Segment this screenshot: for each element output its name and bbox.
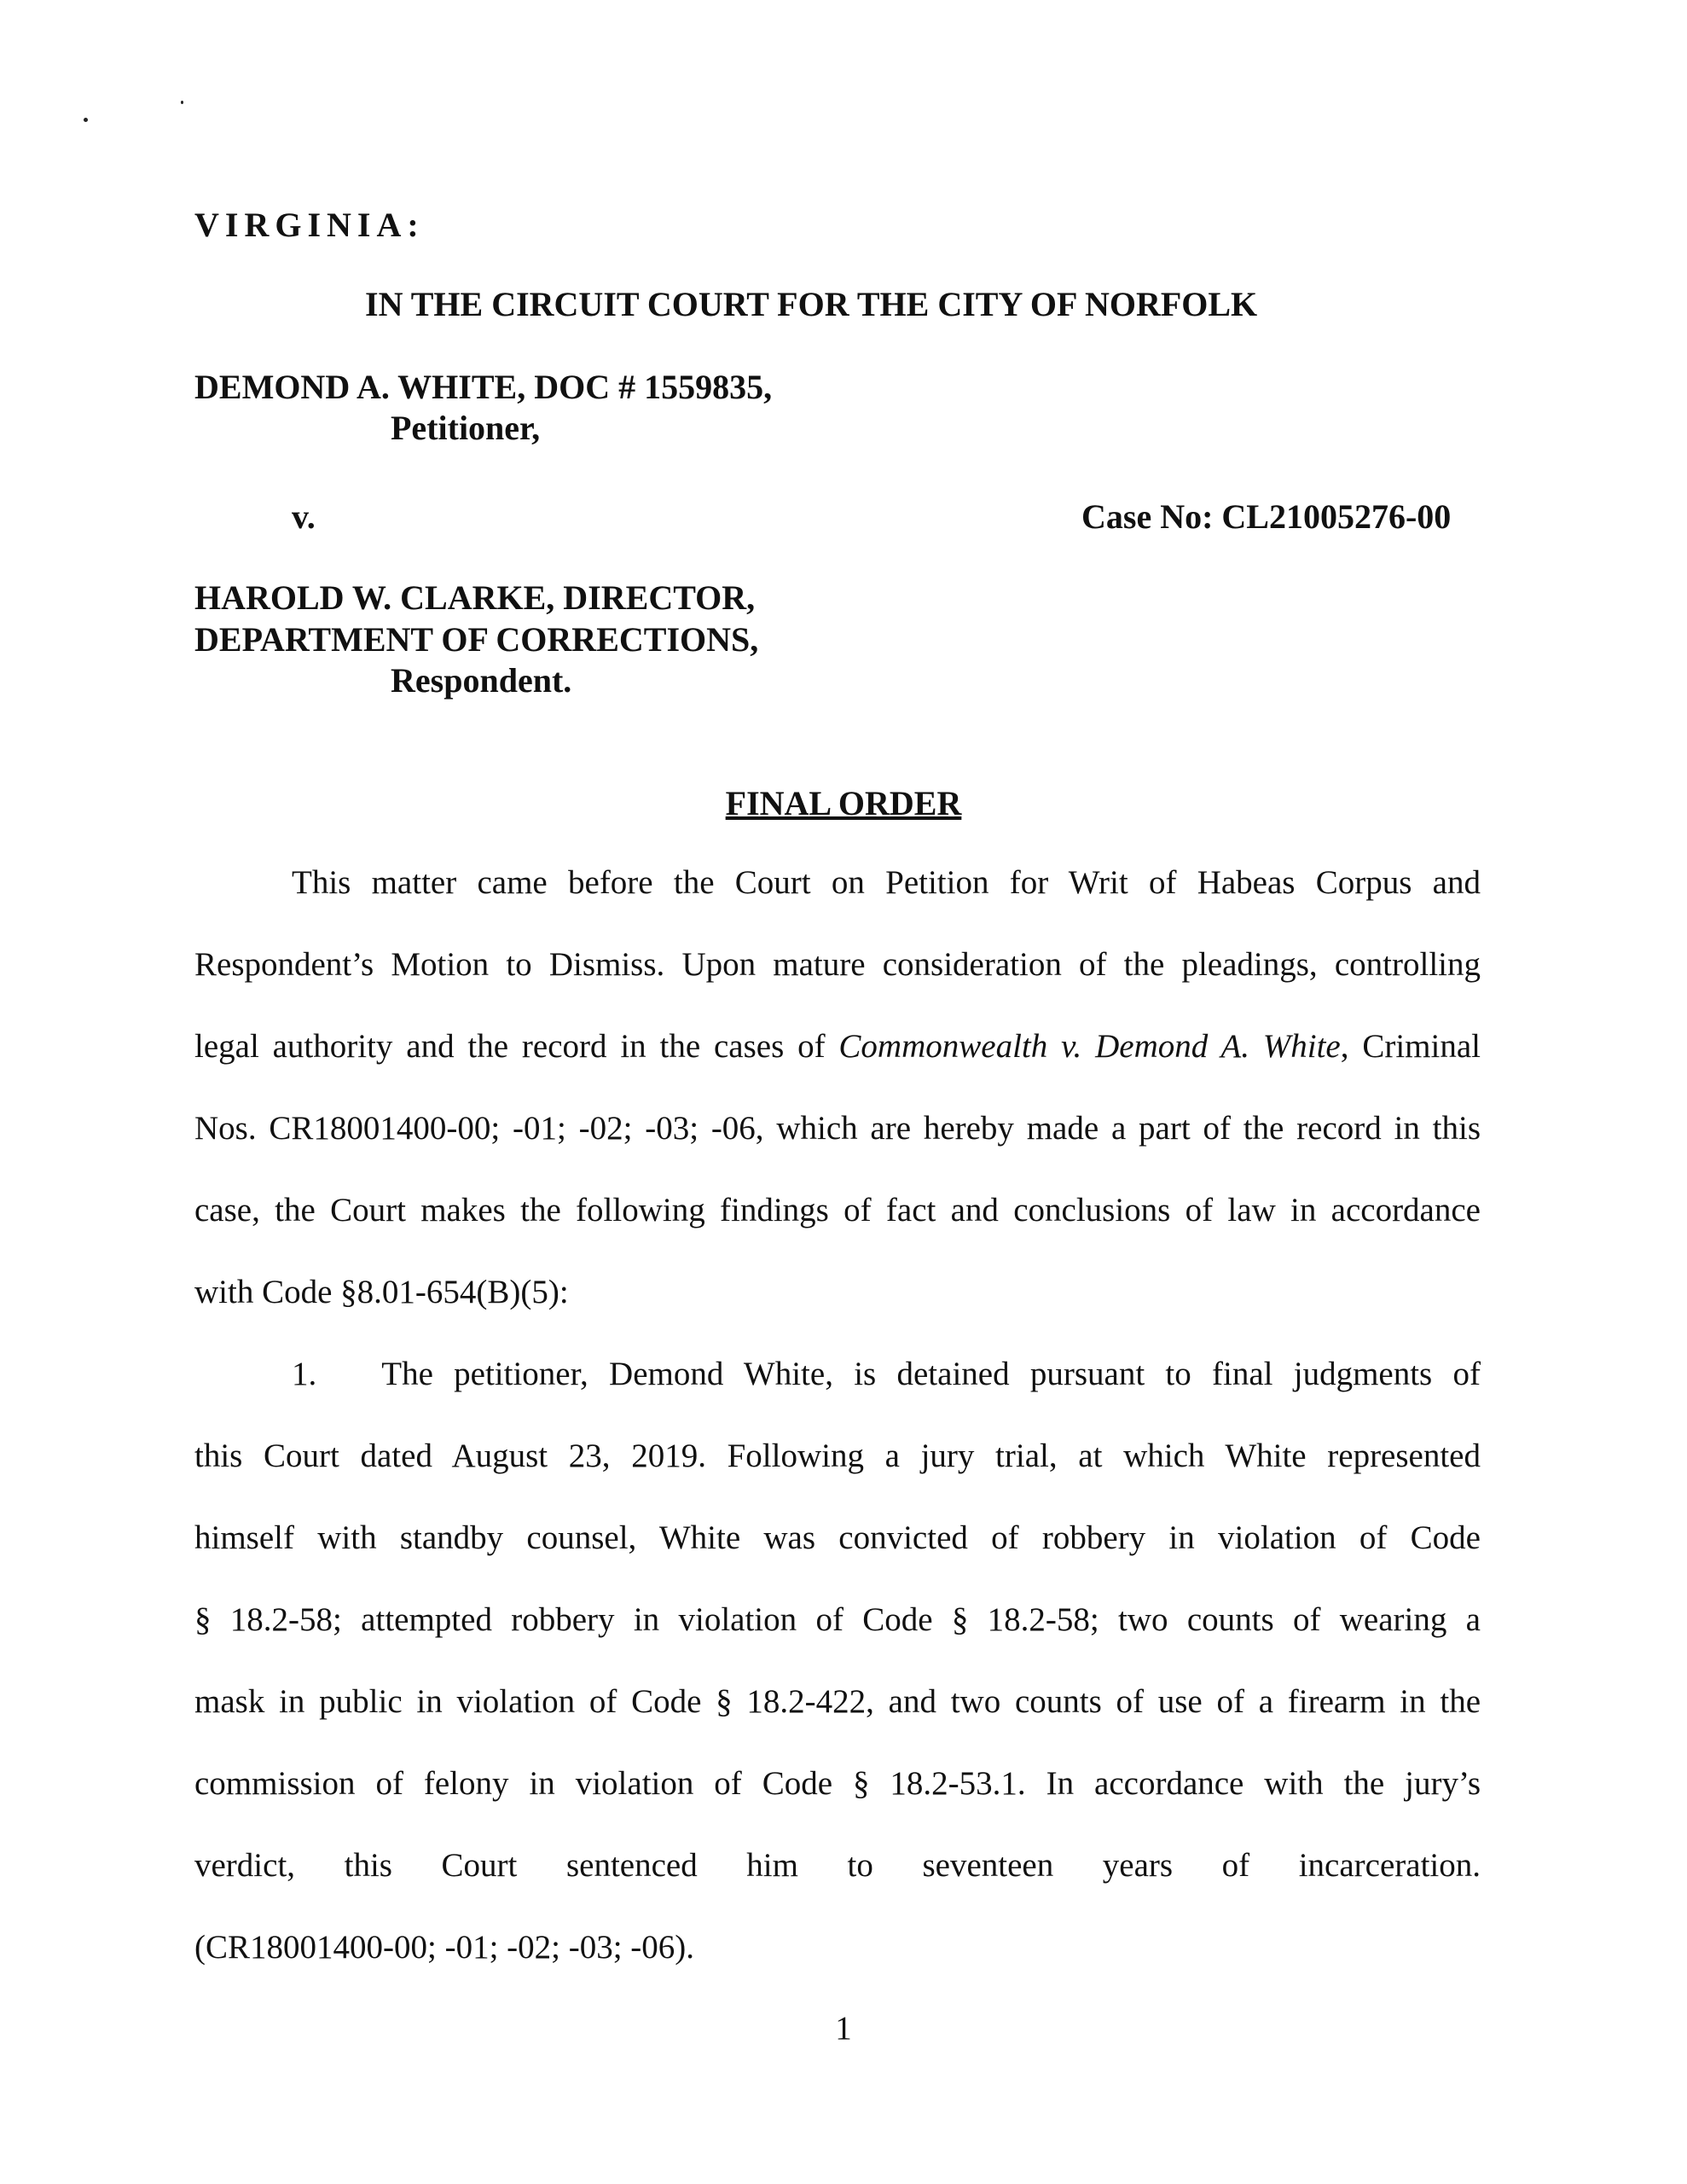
petitioner-role: Petitioner,	[391, 409, 541, 447]
body-line: (CR18001400-00; -01; -02; -03; -06).	[194, 1929, 695, 1966]
body-line: Respondent’s Motion to Dismiss. Upon mature consideration of the pleadings, controlling	[194, 946, 1481, 983]
page-number: 1	[835, 2010, 852, 2047]
body-line: Nos. CR18001400-00; -01; -02; -03; -06, which are hereby made a part of the record in this	[194, 1110, 1481, 1147]
body-line: this Court dated August 23, 2019. Following a jury trial, at which White represented	[194, 1438, 1481, 1474]
case-number: Case No: CL21005276-00	[1081, 497, 1452, 536]
body-line: with Code §8.01-654(B)(5):	[194, 1274, 569, 1310]
versus-label: v.	[292, 497, 316, 536]
body-line: himself with standby counsel, White was convicted of robbery in violation of Code	[194, 1519, 1481, 1556]
scan-speck	[181, 101, 183, 104]
body-line: verdict, this Court sentenced him to seventeen years of incarceration.	[194, 1847, 1481, 1884]
text-fragment: legal authority and the record in the cases of	[194, 1028, 839, 1065]
respondent-role: Respondent.	[391, 661, 572, 700]
respondent-name: HAROLD W. CLARKE, DIRECTOR,	[194, 578, 756, 617]
order-title: FINAL ORDER	[725, 784, 962, 822]
body-line: case, the Court makes the following findings of fact and conclusions of law in accordance	[194, 1192, 1481, 1228]
body-line: § 18.2-58; attempted robbery in violation of Code § 18.2-58; two counts of wearing a	[194, 1601, 1481, 1638]
case-citation: Commonwealth v. Demond A. White	[838, 1028, 1341, 1065]
court-heading: IN THE CIRCUIT COURT FOR THE CITY OF NORFOLK	[365, 285, 1258, 323]
body-line: This matter came before the Court on Petition for Writ of Habeas Corpus and	[292, 864, 1481, 901]
body-line: mask in public in violation of Code § 18.2-422, and two counts of use of a firearm in the	[194, 1683, 1481, 1720]
paragraph-number: 1.	[292, 1356, 317, 1392]
body-line	[194, 1348, 1481, 1430]
text-fragment: , Criminal	[1340, 1028, 1481, 1065]
body-line	[194, 1020, 1481, 1102]
paragraph-intro	[194, 857, 1481, 1348]
paragraph-finding-1	[194, 1348, 1481, 2003]
state-heading: VIRGINIA:	[194, 206, 425, 244]
respondent-department: DEPARTMENT OF CORRECTIONS,	[194, 620, 759, 659]
body-line: commission of felony in violation of Code § 18.2-53.1. In accordance with the jury’s	[194, 1765, 1481, 1802]
petitioner-name: DEMOND A. WHITE, DOC # 1559835,	[194, 368, 773, 406]
scan-speck	[84, 118, 88, 122]
text-fragment: The petitioner, Demond White, is detained pursuant to final judgments of	[381, 1356, 1481, 1392]
